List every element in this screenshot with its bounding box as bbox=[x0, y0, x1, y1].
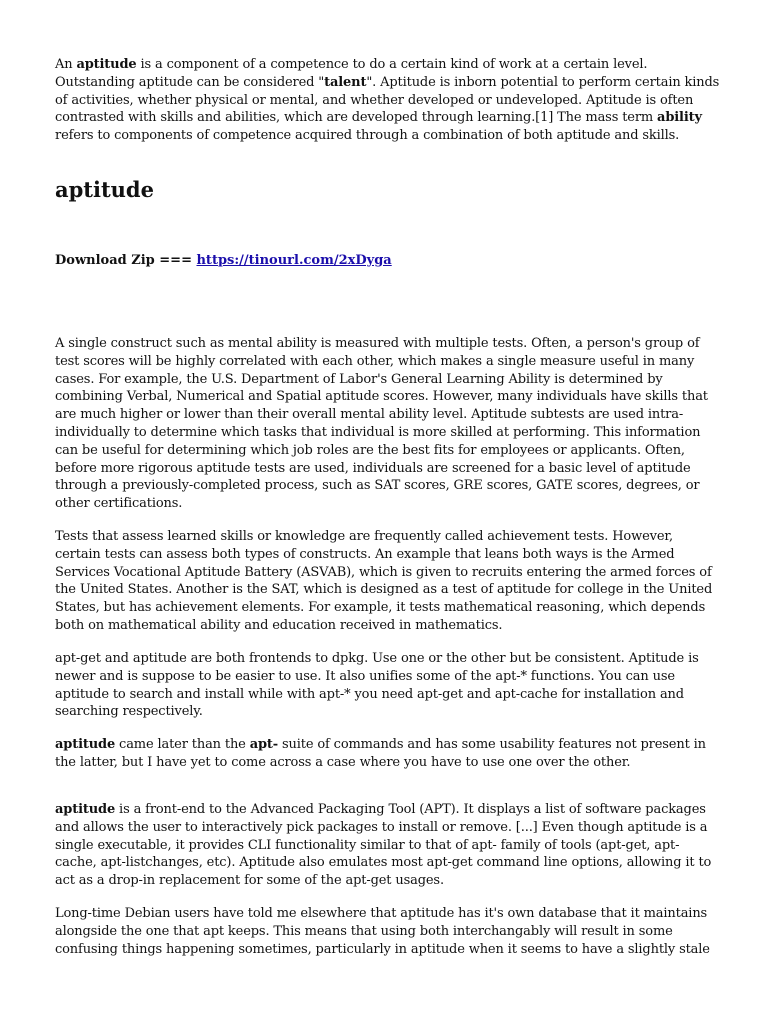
paragraph-construct: A single construct such as mental ability is measured with multiple tests. Often, a person's group of test scores will be highly correlated with each other, which makes a single measure useful in many cases. For example, the U.S. Department of Labor's General Learning Ability is determined by combining Verbal, Numerical and Spatial aptitude scores. However, many individuals have skills that are much higher or lower than their overall mental ability level. Aptitude subtests are used intra-individually to determine which tasks that individual is more skilled at performing. This information can be useful for determining which job roles are the best fits for employees or applicants. Often, before more rigorous aptitude tests are used, individuals are screened for a basic level of aptitude through a previously-completed process, such as SAT scores, GRE scores, GATE scores, degrees, or other certifications. bbox=[55, 336, 708, 512]
intro-text-1: An bbox=[55, 57, 77, 72]
paragraph-achievement-tests: Tests that assess learned skills or knowledge are frequently called achievement tests. However, certain tests can assess both types of constructs. An example that leans both ways is the Armed Services Vocational Aptitude Battery (ASVAB), which is given to recruits entering the armed forces of the United States. Another is the SAT, which is designed as a test of aptitude for college in the United States, but has achievement elements. For example, it tests mathematical reasoning, which depends both on mathematical ability and education received in mathematics. bbox=[55, 529, 713, 633]
download-label: Download Zip === bbox=[55, 253, 197, 268]
intro-text-3: ". Aptitude is inborn potential to perform certain kinds of activities, whether physical or mental, and whether developed or undeveloped. Aptitude is often contrasted with skills and abilities, which are developed through learning.[1] The mass term bbox=[55, 74, 720, 126]
intro-bold-aptitude: aptitude bbox=[76, 57, 137, 72]
text: is a front-end to the Advanced Packaging Tool (APT). It displays a list of software packages and allows the user to interactively pick packages to install or remove. [...] Even though aptitude is a single executable, it provides CLI functionality similar to that of apt- family of tools (apt-get, apt-cache, apt-listchanges, etc). Aptitude also emulates most apt-get command line options, allowing it to act as a drop-in replacement for some of the apt-get usages. bbox=[55, 802, 712, 889]
bold-apt: apt- bbox=[249, 737, 279, 752]
text: suite of commands and has some usability features not present in the latter, but I have yet to come across a case where you have to use one over the other. bbox=[55, 737, 706, 770]
text: came later than the bbox=[115, 737, 250, 752]
intro-text-4: refers to components of competence acquired through a combination of both aptitude and skills. bbox=[55, 128, 680, 144]
page-heading: aptitude bbox=[55, 177, 154, 202]
paragraph-front-end bbox=[55, 801, 720, 890]
intro-paragraph bbox=[55, 56, 720, 145]
download-link[interactable]: https://tinourl.com/2xDyga bbox=[196, 253, 392, 268]
bold-aptitude: aptitude bbox=[55, 737, 116, 752]
bold-aptitude: aptitude bbox=[55, 802, 116, 817]
intro-text-2: is a component of a competence to do a certain kind of work at a certain level. Outstanding aptitude can be considered " bbox=[55, 57, 648, 90]
paragraph-debian-users: Long-time Debian users have told me elsewhere that aptitude has it's own database that it maintains alongside the one that apt keeps. This means that using both interchangably will result in some confusing things happening sometimes, particularly in aptitude when it seems to have a slightly stale bbox=[55, 906, 710, 957]
download-line bbox=[55, 252, 392, 270]
intro-bold-talent: talent bbox=[324, 74, 367, 90]
paragraph-apt-get: apt-get and aptitude are both frontends to dpkg. Use one or the other but be consistent. Aptitude is newer and is suppose to be easier to use. It also unifies some of the apt-* functions. You can use aptitude to search and install while with apt-* you need apt-get and apt-cache for installation and searching respectively. bbox=[55, 651, 699, 720]
intro-bold-ability: ability bbox=[657, 110, 702, 126]
paragraph-came-later bbox=[55, 736, 720, 772]
